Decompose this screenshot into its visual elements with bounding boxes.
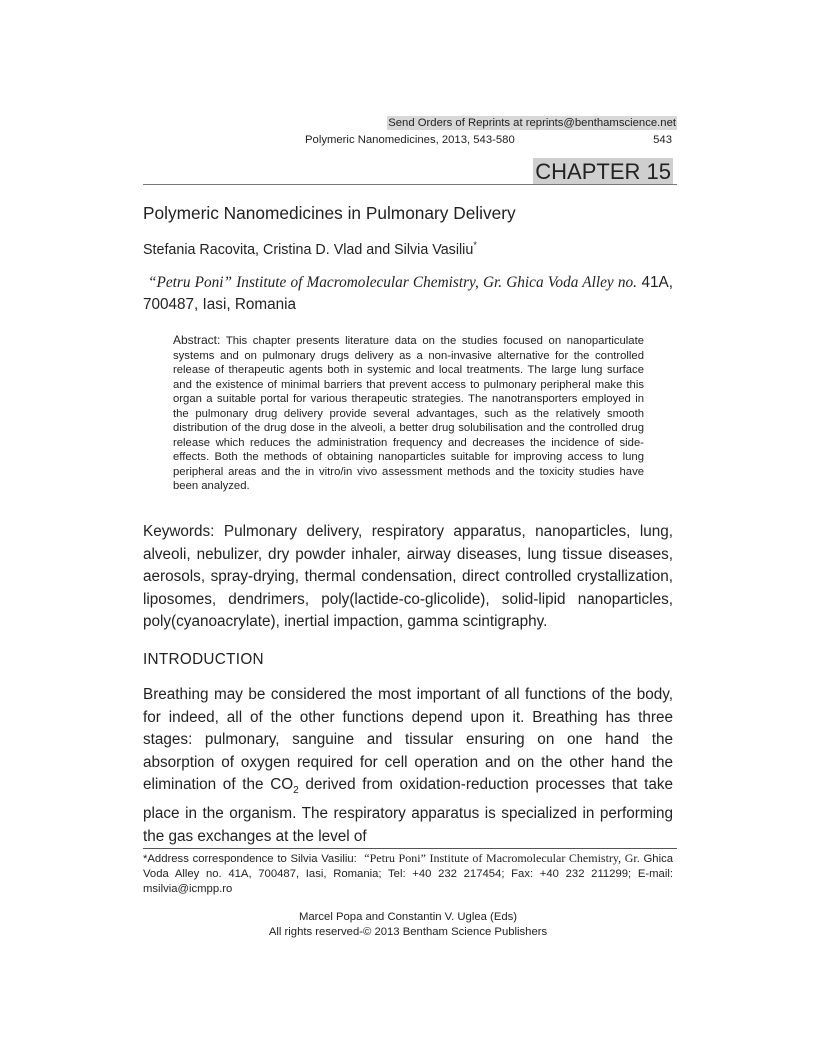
affiliation-address: 41A, 700487, Iasi, Romania [143,274,674,313]
body-text-continued: derived from oxidation-reduction processes that take place in the organism. The respiratory apparatus is specialized in performing the gas exchanges at the level of [143,776,673,845]
body-paragraph [143,684,673,848]
page-number: 543 [653,134,672,146]
author-names: Stefania Racovita, Cristina D. Vlad and Silvia Vasiliu [143,241,474,258]
abstract [173,333,644,494]
keywords-label: Keywords: [143,523,215,540]
keywords [143,521,673,634]
body-text: Breathing may be considered the most important of all functions of the body, for indeed, all of the other functions depend upon it. Breathing has three stages: pulmonary, sanguine and tissular ensuring on one hand the absorption of oxygen required for cell operation and on the other hand the elimination of the CO [143,686,673,794]
reprint-notice: Send Orders of Reprints at reprints@benthamscience.net [388,117,676,129]
header-divider [143,184,677,185]
correspondence-mark: * [473,240,477,250]
footnote [143,851,673,897]
footnote-divider [143,848,677,849]
page-footer [0,910,816,940]
section-heading: INTRODUCTION [143,651,264,668]
running-header: Polymeric Nanomedicines, 2013, 543-580 [305,134,515,146]
footnote-institute: “Petru Poni” Institute of Macromolecular Chemistry, Gr. [364,851,640,865]
chapter-label: CHAPTER 15 [535,159,671,184]
chapter-title: Polymeric Nanomedicines in Pulmonary Delivery [143,203,516,223]
affiliation-institute: “Petru Poni” Institute of Macromolecular Chemistry, Gr. Ghica Voda Alley no. [148,274,637,291]
authors [143,236,477,259]
copyright: All rights reserved-© 2013 Bentham Science Publishers [268,926,548,938]
editors: Marcel Popa and Constantin V. Uglea (Eds) [298,911,518,923]
abstract-text: This chapter presents literature data on the studies focused on nanoparticulate systems and on pulmonary drugs delivery as a non-invasive alternative for the controlled release of therapeutic agents both in systemic and local treatments. The large lung surface and the existence of minimal barriers that prevent access to pulmonary peripheral make this organ a suitable portal for various therapeutic strategies. The nanotransporters employed in the pulmonary drug delivery provide several advantages, such as the relatively smooth distribution of the drug dose in the alveoli, a better drug solubilisation and the controlled drug release which reduces the administration frequency and decreases the incidence of side-effects. Both the methods of obtaining nanoparticles suitable for improving access to lung peripheral areas and the in vitro/in vivo assessment methods and the toxicity studies have been analyzed. [173,335,645,493]
affiliation [143,272,673,316]
footnote-contact: Ghica Voda Alley no. 41A, 700487, Iasi, Romania; Tel: +40 232 217454; Fax: +40 232 211299; E-mail: msilvia@icmpp.ro [143,853,674,895]
footnote-lead: *Address correspondence to Silvia Vasiliu: [143,853,357,865]
abstract-label: Abstract: [173,333,221,347]
keywords-text: Pulmonary delivery, respiratory apparatus, nanoparticles, lung, alveoli, nebulizer, dry powder inhaler, airway diseases, lung tissue diseases, aerosols, spray-drying, thermal condensation, direct controlled crystallization, liposomes, dendrimers, poly(lactide-co-glicolide), solid-lipid nanoparticles, poly(cyanoacrylate), inertial impaction, gamma scintigraphy. [143,523,673,631]
subscript: 2 [293,785,299,797]
